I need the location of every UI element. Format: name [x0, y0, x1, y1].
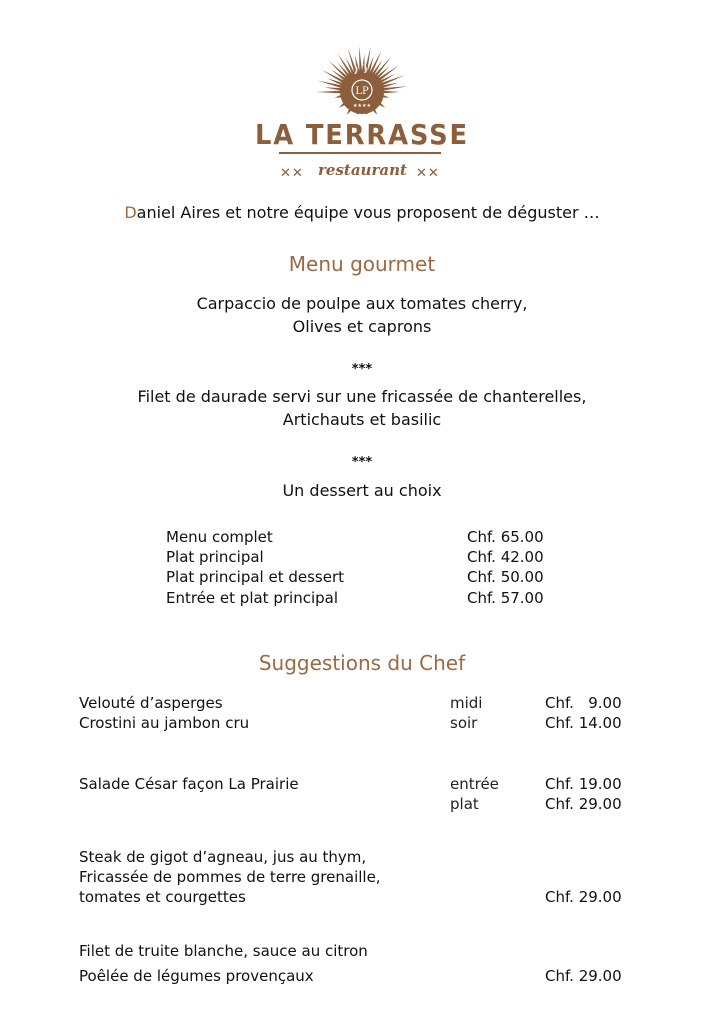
logo-ornament-left: ✕✕	[280, 166, 304, 181]
suggestion-dish: Crostini au jambon cru	[79, 714, 250, 732]
price-label-plat-principal: Plat principal	[166, 548, 264, 566]
sun-ray	[317, 81, 343, 89]
suggestion-dish: tomates et courgettes	[79, 888, 246, 906]
suggestion-label: soir	[450, 714, 478, 732]
suggestion-price: Chf. 29.00	[545, 795, 622, 813]
suggestions-title: Suggestions du Chef	[258, 651, 466, 675]
price-label-entree-plat: Entrée et plat principal	[166, 589, 338, 607]
suggestion-price: Chf. 14.00	[545, 714, 622, 732]
separator-1: ***	[351, 362, 373, 377]
price-value-menu-complet: Chf. 65.00	[467, 528, 544, 546]
course-1-line-2: Olives et caprons	[292, 317, 432, 336]
suggestion-dish: Steak de gigot d’agneau, jus au thym,	[79, 848, 367, 866]
suggestion-price: Chf. 19.00	[545, 775, 622, 793]
sun-ray	[359, 46, 362, 72]
logo-divider	[279, 152, 441, 154]
price-value-entree-plat: Chf. 57.00	[467, 589, 544, 607]
menu-gourmet-title: Menu gourmet	[288, 252, 436, 276]
suggestion-dish: Filet de truite blanche, sauce au citron	[79, 942, 368, 960]
price-label-menu-complet: Menu complet	[166, 528, 273, 546]
logo-subtitle: restaurant	[318, 161, 407, 179]
price-value-plat-principal: Chf. 42.00	[467, 548, 544, 566]
logo-monogram: LP	[355, 86, 369, 97]
suggestion-label: midi	[450, 694, 483, 712]
sun-ray	[316, 91, 342, 94]
intro-rest: aniel Aires et notre équipe vous proposent de déguster …	[136, 203, 600, 222]
course-1	[0, 292, 724, 338]
course-2-line-2: Artichauts et basilic	[282, 410, 442, 429]
logo-name: LA TERRASSE	[255, 118, 469, 151]
course-3: Un dessert au choix	[282, 481, 442, 500]
course-1-line-1: Carpaccio de poulpe aux tomates cherry,	[196, 294, 528, 313]
intro-text	[0, 203, 724, 222]
suggestion-label: plat	[450, 795, 479, 813]
price-label-plat-dessert: Plat principal et dessert	[166, 568, 345, 586]
suggestion-price: Chf. 29.00	[545, 888, 622, 906]
sun-logo-icon	[302, 40, 422, 125]
suggestion-price: Chf. 9.00	[545, 694, 622, 712]
price-value-plat-dessert: Chf. 50.00	[467, 568, 544, 586]
separator-2: ***	[351, 455, 373, 470]
sun-ray	[362, 54, 365, 72]
sun-ray	[324, 87, 342, 91]
intro-initial: D	[124, 203, 137, 222]
course-2-line-1: Filet de daurade servi sur une fricassée de chanterelles,	[137, 387, 587, 406]
suggestion-dish: Poêlée de légumes provençaux	[79, 967, 314, 985]
suggestion-dish: Velouté d’asperges	[79, 694, 223, 712]
svg-text:★★★★: ★★★★	[353, 103, 371, 109]
sun-ray	[382, 91, 400, 94]
suggestion-label: entrée	[450, 775, 499, 793]
suggestion-price: Chf. 29.00	[545, 967, 622, 985]
logo-ornament-right: ✕✕	[416, 166, 440, 181]
course-2	[0, 385, 724, 431]
suggestion-dish: Salade César façon La Prairie	[79, 775, 299, 793]
sun-ray	[328, 61, 348, 80]
suggestion-dish: Fricassée de pommes de terre grenaille,	[79, 868, 381, 886]
